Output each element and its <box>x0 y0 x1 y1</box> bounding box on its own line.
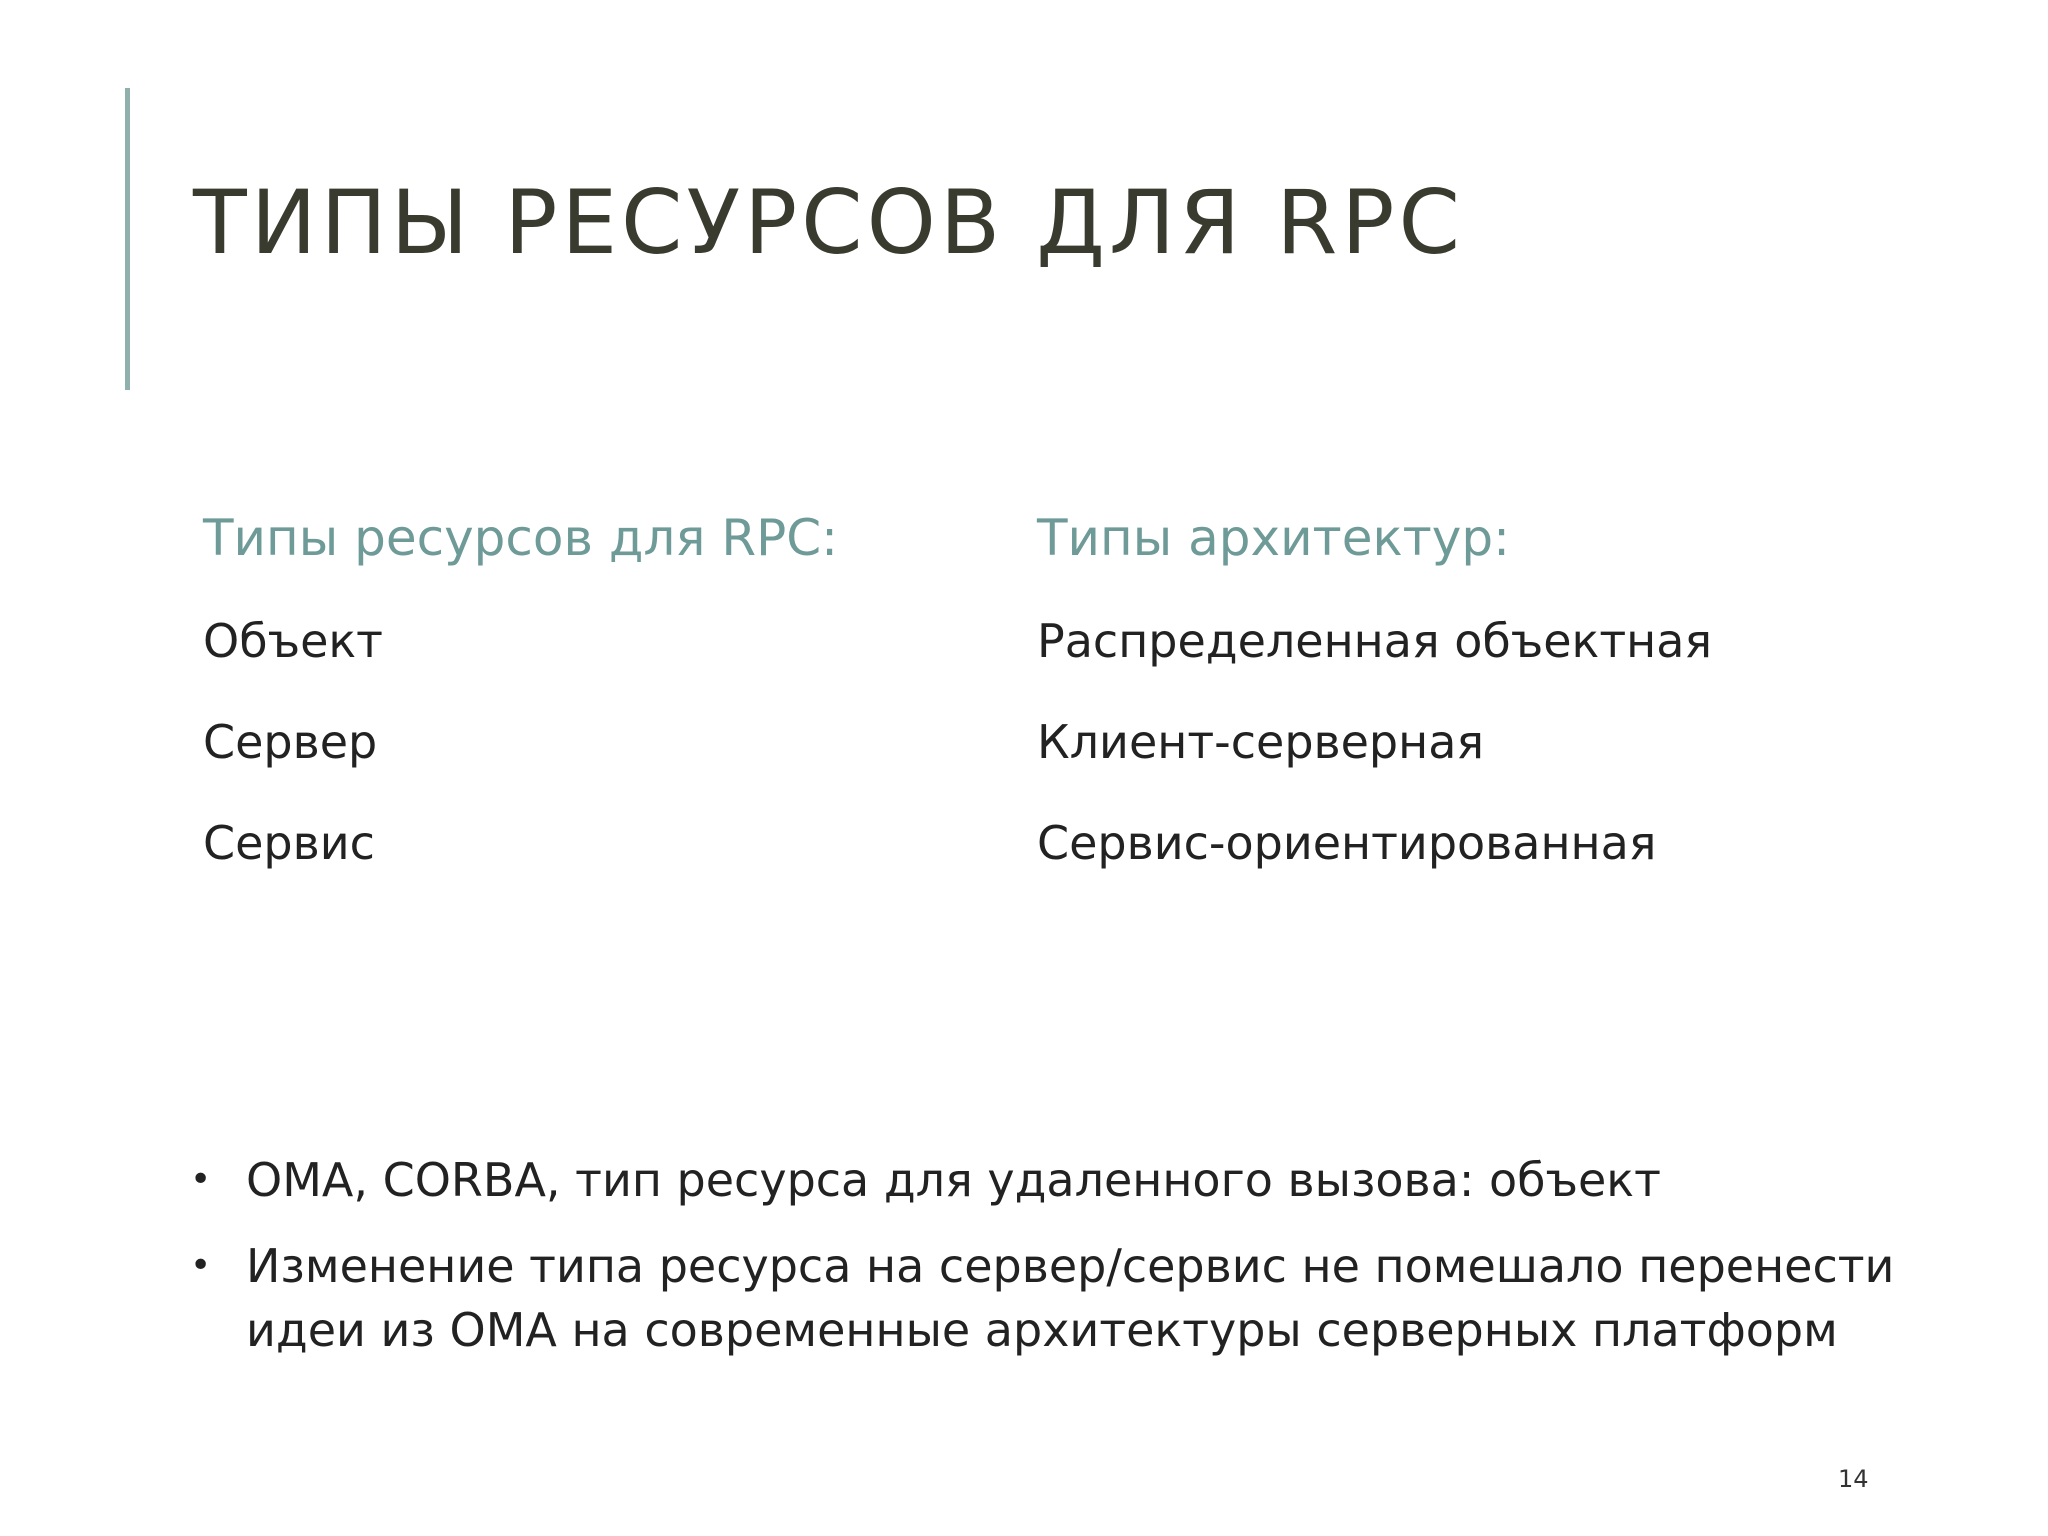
bullet-dot-icon: • <box>190 1159 212 1200</box>
slide-title: ТИПЫ РЕСУРСОВ ДЛЯ RPC <box>193 171 1464 274</box>
page-number: 14 <box>1838 1465 1869 1493</box>
architecture-types-column <box>1037 508 1712 918</box>
bullet-list <box>190 1148 1940 1384</box>
bullet-text: Изменение типа ресурса на сервер/сервис не помешало перенести идеи из OMA на современные архитектуры серверных платформ <box>246 1239 1895 1357</box>
resource-type-item: Сервис <box>203 816 375 871</box>
architecture-type-item: Распределенная объектная <box>1037 614 1713 668</box>
accent-bar <box>125 88 130 390</box>
resource-type-item: Сервер <box>203 715 378 770</box>
architecture-type-item: Сервис-ориентированная <box>1037 816 1657 871</box>
resource-types-column <box>203 508 838 918</box>
architecture-types-header: Типы архитектур: <box>1037 509 1510 567</box>
resource-types-header: Типы ресурсов для RPC: <box>203 509 839 567</box>
architecture-type-item: Клиент-серверная <box>1037 715 1485 770</box>
resource-type-item: Объект <box>203 614 383 668</box>
bullet-item <box>190 1234 1940 1362</box>
bullet-dot-icon: • <box>190 1245 212 1286</box>
bullet-item <box>190 1148 1940 1212</box>
bullet-text: OMA, CORBA, тип ресурса для удаленного вызова: объект <box>246 1153 1661 1207</box>
